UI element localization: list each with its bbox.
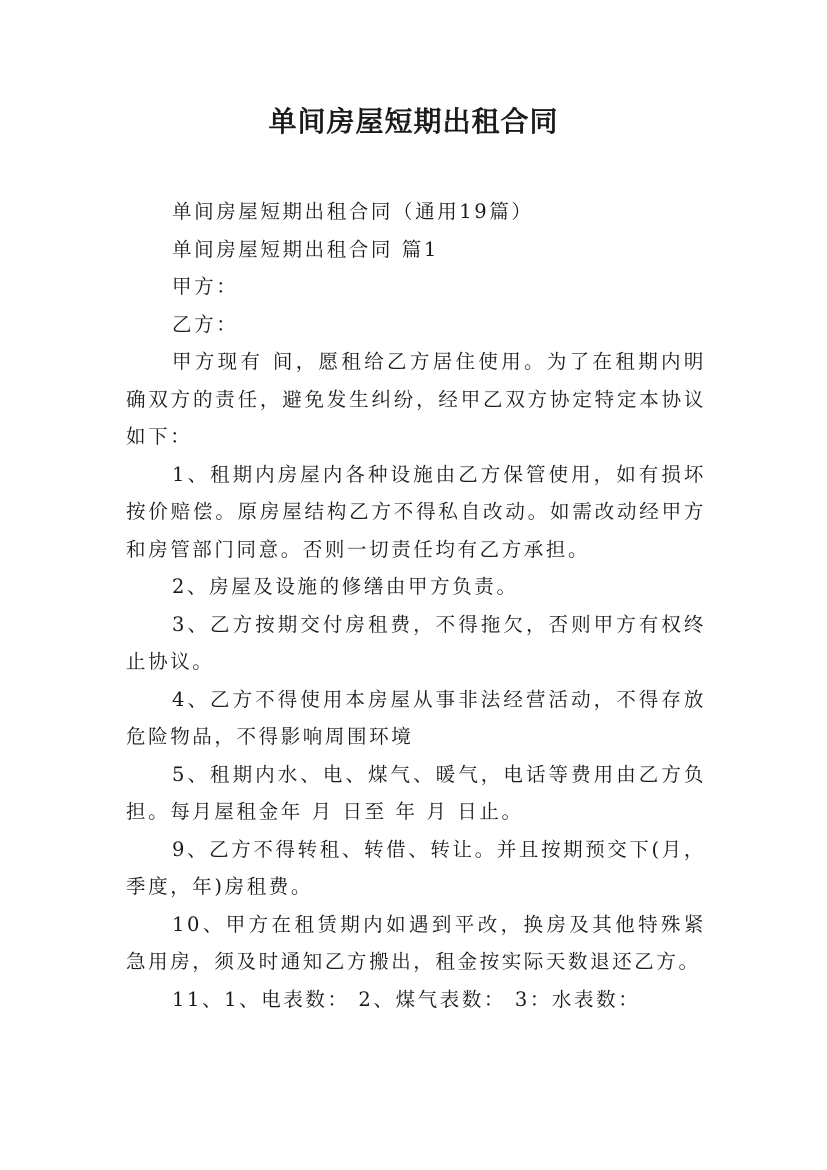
paragraph-clause-9: 9、乙方不得转租、转借、转让。并且按期预交下(月，季度，年)房租费。: [126, 837, 706, 898]
paragraph-party-b: 乙方：: [172, 312, 239, 336]
paragraph-clause-5: 5、租期内水、电、煤气、暖气，电话等费用由乙方负担。每月屋租金年 月 日至 年 月 日止。: [126, 762, 706, 823]
paragraph-intro: 甲方现有 间，愿租给乙方居住使用。为了在租期内明确双方的责任，避免发生纠纷，经甲乙双方协定特定本协议如下：: [126, 350, 706, 448]
document-title: 单间房屋短期出租合同: [268, 105, 559, 138]
paragraph-clause-11: 11、1、电表数： 2、煤气表数： 3：水表数：: [172, 987, 641, 1011]
paragraph-clause-4: 4、乙方不得使用本房屋从事非法经营活动，不得存放危险物品，不得影响周围环境: [126, 687, 706, 748]
paragraph-subtitle: 单间房屋短期出租合同（通用19篇）: [172, 200, 534, 223]
paragraph-clause-2: 2、房屋及设施的修缮由甲方负责。: [172, 575, 519, 598]
paragraph-party-a: 甲方：: [172, 275, 239, 298]
document-body: [126, 193, 706, 1018]
paragraph-section-heading: 单间房屋短期出租合同 篇1: [172, 237, 439, 261]
paragraph-clause-1: 1、租期内房屋内各种设施由乙方保管使用，如有损坏按价赔偿。原房屋结构乙方不得私自改动。如需改动经甲方和房管部门同意。否则一切责任均有乙方承担。: [126, 462, 706, 561]
paragraph-clause-10: 10、甲方在租赁期内如遇到平改，换房及其他特殊紧急用房，须及时通知乙方搬出，租金按实际天数退还乙方。: [126, 912, 706, 973]
paragraph-clause-3: 3、乙方按期交付房租费，不得拖欠，否则甲方有权终止协议。: [126, 612, 706, 673]
